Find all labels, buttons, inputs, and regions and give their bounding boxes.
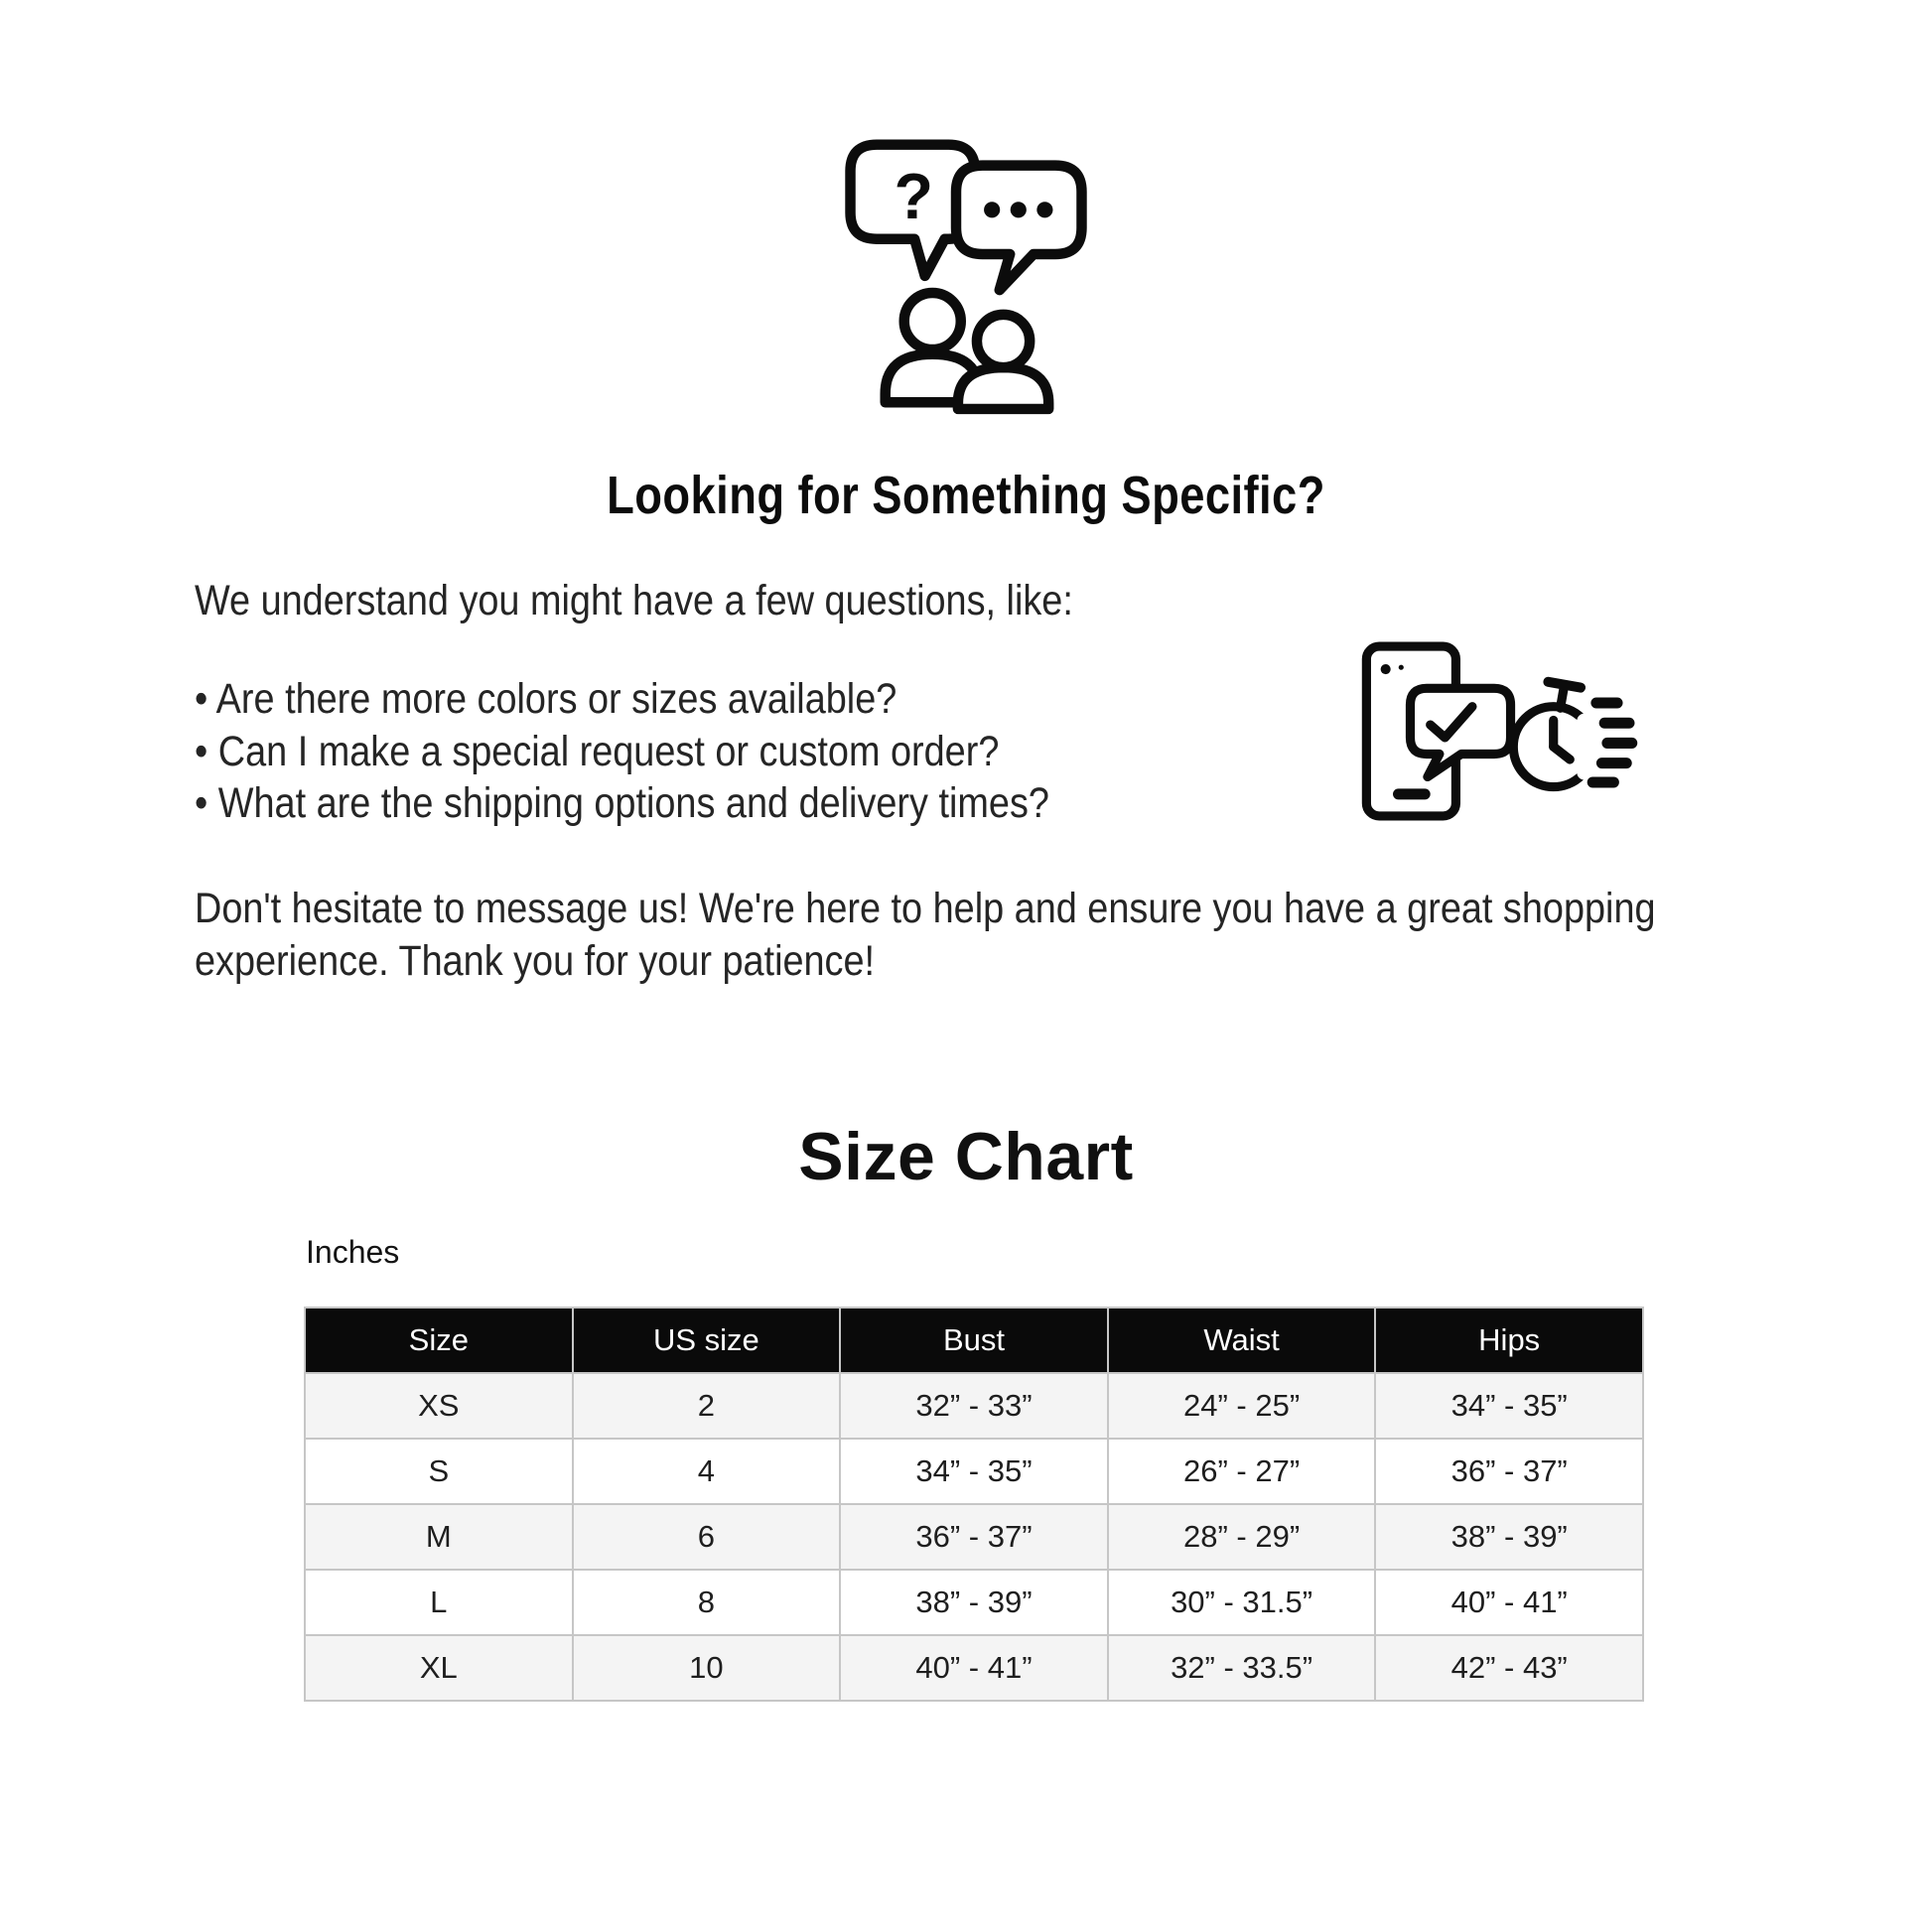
col-header-bust: Bust [840,1308,1108,1373]
cell-bust: 40” - 41” [840,1635,1108,1701]
chat-people-icon [0,129,1932,417]
cell-size: XS [305,1373,573,1439]
message-line: Don't hesitate to message us! We're here to help and ensure you have a great shopping [195,885,1656,932]
cell-bust: 34” - 35” [840,1439,1108,1504]
col-header-waist: Waist [1108,1308,1376,1373]
table-row-xs [305,1373,1643,1439]
svg-text:?: ? [894,159,933,232]
table-row-s [305,1439,1643,1504]
cell-bust: 36” - 37” [840,1504,1108,1570]
bullet-item: • Are there more colors or sizes available? [195,675,897,723]
cell-waist: 24” - 25” [1108,1373,1376,1439]
cell-size: L [305,1570,573,1635]
lead-text: We understand you might have a few questions, like: [195,577,1073,624]
bullet-item: • What are the shipping options and delivery times? [195,779,1049,827]
cell-bust: 38” - 39” [840,1570,1108,1635]
question-bullet-list [195,673,1049,830]
size-chart-title: Size Chart [798,1119,1134,1194]
cell-us-size: 2 [573,1373,841,1439]
col-header-hips: Hips [1375,1308,1643,1373]
cell-hips: 42” - 43” [1375,1635,1643,1701]
cell-waist: 28” - 29” [1108,1504,1376,1570]
fast-reply-icon [1348,635,1640,832]
cell-hips: 36” - 37” [1375,1439,1643,1504]
cell-us-size: 8 [573,1570,841,1635]
fast-reply-icon-svg [1348,635,1640,827]
cell-waist: 26” - 27” [1108,1439,1376,1504]
cell-us-size: 6 [573,1504,841,1570]
chat-people-icon-svg [841,129,1091,417]
header-row [305,1308,1643,1373]
cell-us-size: 4 [573,1439,841,1504]
unit-label: Inches [306,1234,400,1270]
cell-hips: 34” - 35” [1375,1373,1643,1439]
cell-size: S [305,1439,573,1504]
cell-waist: 32” - 33.5” [1108,1635,1376,1701]
cell-bust: 32” - 33” [840,1373,1108,1439]
cell-size: M [305,1504,573,1570]
cell-hips: 38” - 39” [1375,1504,1643,1570]
table-row-xl [305,1635,1643,1701]
table-row-l [305,1570,1643,1635]
message-text [195,883,1656,988]
col-header-size: Size [305,1308,573,1373]
size-chart-table [304,1307,1644,1702]
table-row-m [305,1504,1643,1570]
col-header-us-size: US size [573,1308,841,1373]
page-title: Looking for Something Specific? [607,466,1325,525]
cell-us-size: 10 [573,1635,841,1701]
cell-waist: 30” - 31.5” [1108,1570,1376,1635]
message-line: experience. Thank you for your patience! [195,937,876,985]
cell-hips: 40” - 41” [1375,1570,1643,1635]
cell-size: XL [305,1635,573,1701]
bullet-item: • Can I make a special request or custom order? [195,727,1000,775]
